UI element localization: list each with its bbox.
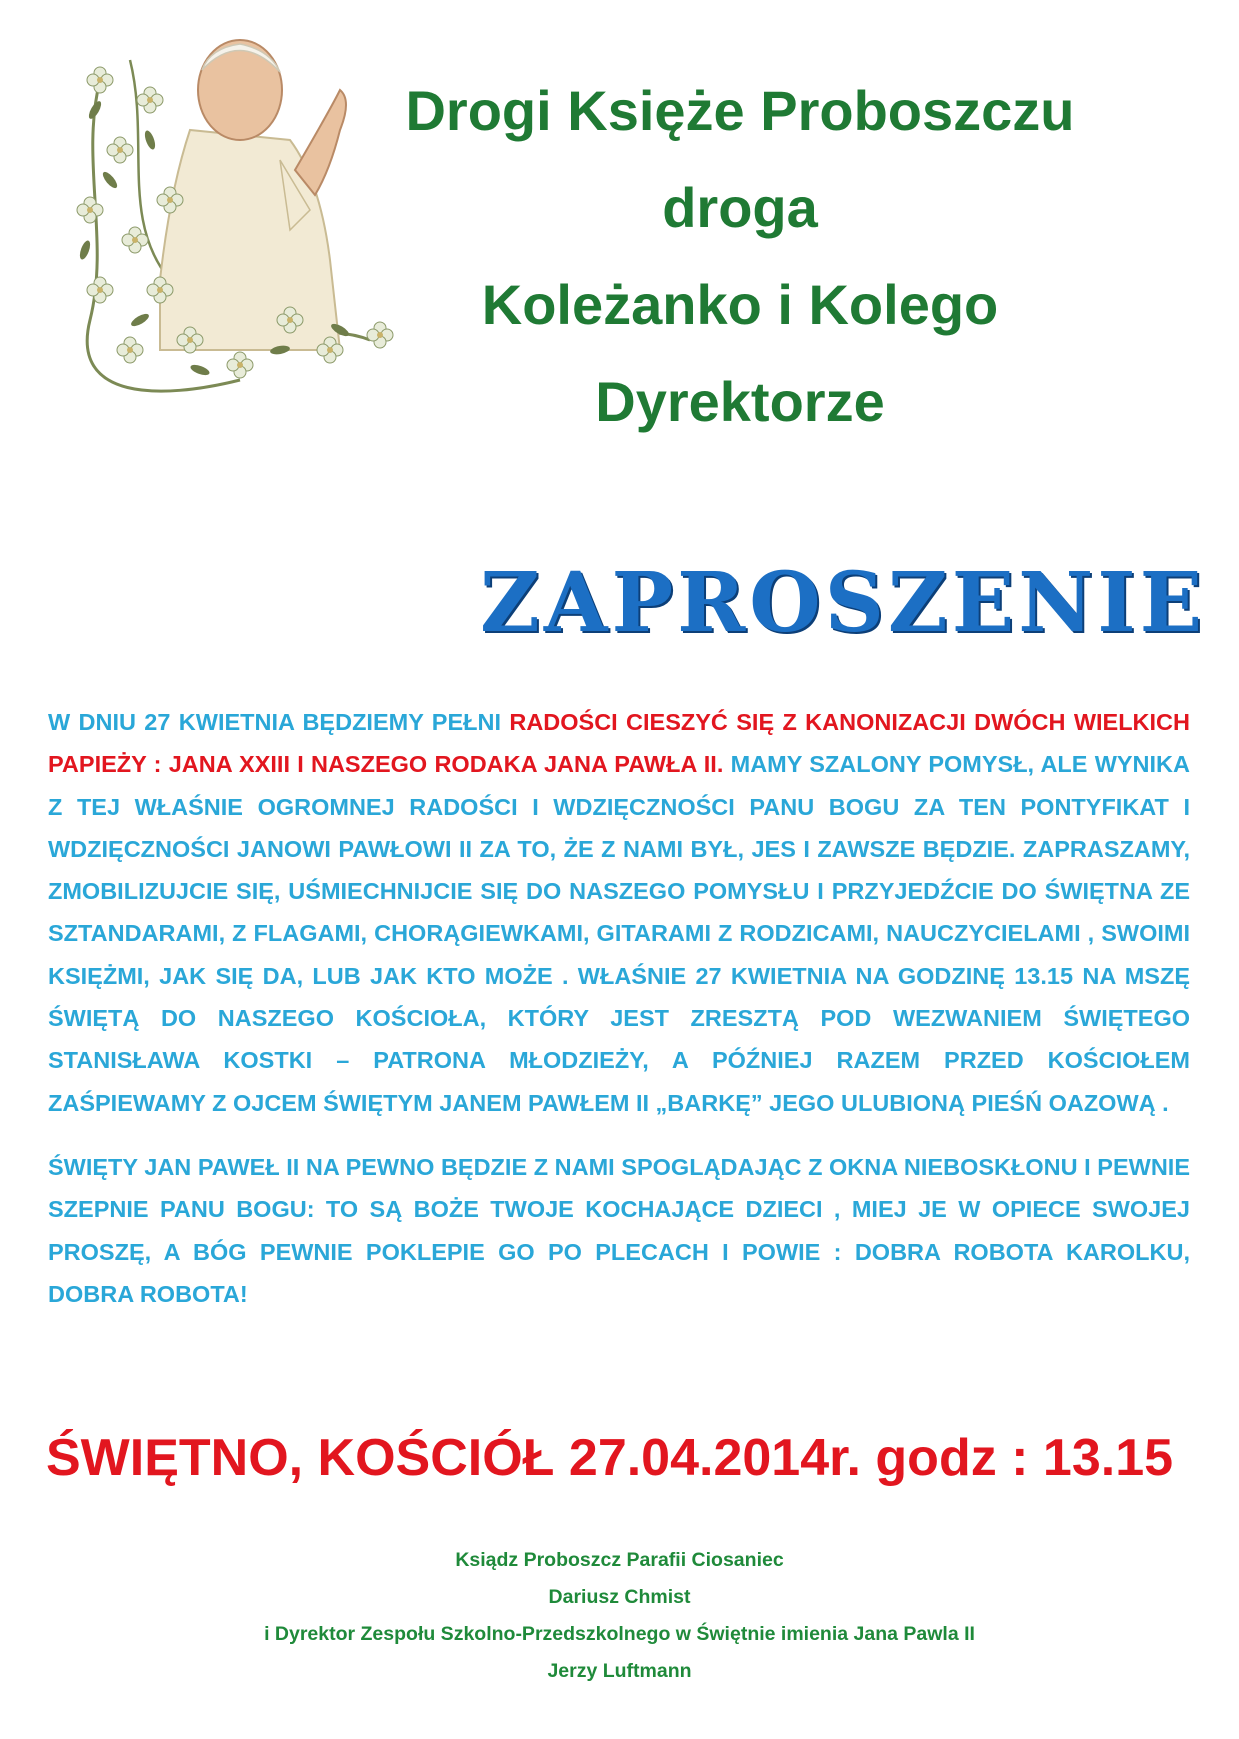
greeting-heading (330, 62, 1150, 450)
body-rest: MAMY SZALONY POMYSŁ, ALE WYNIKA Z TEJ WŁAŚNIE OGROMNEJ RADOŚCI I WDZIĘCZNOŚCI PANU BOGU ZA TEN PONTYFIKAT I WDZIĘCZNOŚCI JANOWI PAWŁOWI II ZA TO, ŻE Z NAMI BYŁ, JES I ZAWSZE BĘDZIE. ZAPRASZAMY, ZMOBILIZUJCIE SIĘ, UŚMIECHNIJCIE SIĘ DO NASZEGO POMYSŁU I PRZYJEDŹCIE DO ŚWIĘTNA ZE SZTANDARAMI, Z FLAGAMI, CHORĄGIEWKAMI, GITARAMI Z RODZICAMI, NAUCZYCIELAMI , SWOIMI KSIĘŻMI, JAK SIĘ DA, LUB JAK KTO MOŻE . WŁAŚNIE 27 KWIETNIA NA GODZINĘ 13.15 NA MSZĘ ŚWIĘTĄ DO NASZEGO KOŚCIOŁA, KTÓRY JEST ZRESZTĄ POD WEZWANIEM ŚWIĘTEGO STANISŁAWA KOSTKI – PATRONA MŁODZIEŻY, A PÓŹNIEJ RAZEM PRZED KOŚCIOŁEM ZAŚPIEWAMY Z OJCEM ŚWIĘTYM JANEM PAWŁEM II „BARKĘ” JEGO ULUBIONĄ PIEŚŃ OAZOWĄ . (48, 751, 1190, 1116)
body-highlight: RADOŚCI CIESZYĆ SIĘ Z KANONIZACJI DWÓCH WIELKICH PAPIEŻY : JANA XXIII I NASZEGO RODAKA JANA PAWŁA II. (48, 709, 1190, 778)
body-intro: W DNIU 27 KWIETNIA BĘDZIEMY PEŁNI (48, 709, 510, 735)
signature-line: Dariusz Chmist (548, 1586, 691, 1608)
greeting-line: Koleżanko i Kolego (481, 273, 999, 336)
signature-block (0, 1542, 1239, 1690)
invitation-body (48, 701, 1190, 1315)
greeting-line: Drogi Księże Proboszczu (405, 79, 1075, 142)
signature-line: i Dyrektor Zespołu Szkolno-Przedszkolnego w Świętnie imienia Jana Pawla II (264, 1623, 975, 1645)
greeting-line: Dyrektorze (595, 370, 885, 433)
signature-line: Ksiądz Proboszcz Parafii Ciosaniec (455, 1549, 784, 1571)
event-details: ŚWIĘTNO, KOŚCIÓŁ 27.04.2014r. godz : 13.15 (46, 1429, 1174, 1487)
body-paragraph-2: ŚWIĘTY JAN PAWEŁ II NA PEWNO BĘDZIE Z NAMI SPOGLĄDAJĄC Z OKNA NIEBOSKŁONU I PEWNIE SZEPNIE PANU BOGU: TO SĄ BOŻE TWOJE KOCHAJĄCE DZIECI , MIEJ JE W OPIECE SWOJEJ PROSZĘ, A BÓG PEWNIE POKLEPIE GO PO PLECACH I POWIE : DOBRA ROBOTA KAROLKU, DOBRA ROBOTA! (48, 1153, 1190, 1307)
body-paragraph-1 (48, 701, 1190, 1124)
greeting-line: droga (662, 176, 818, 239)
signature-line: Jerzy Luftmann (547, 1660, 692, 1682)
invitation-title: ZAPROSZENIE (480, 555, 1207, 651)
